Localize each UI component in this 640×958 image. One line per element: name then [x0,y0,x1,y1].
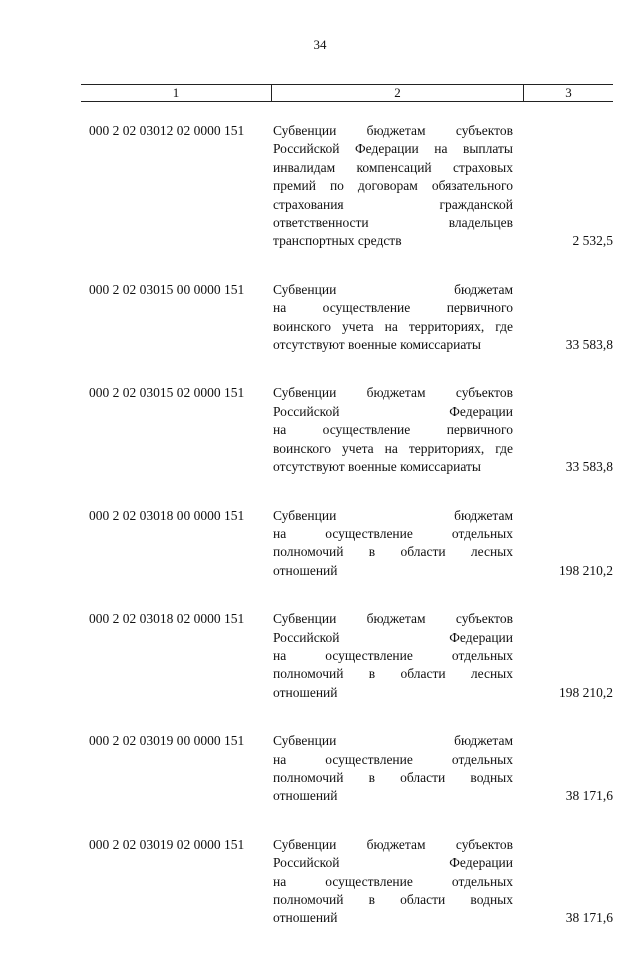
description-line: на осуществление первичного [273,422,513,438]
budget-code: 000 2 02 03012 02 0000 151 [89,123,245,138]
budget-code: 000 2 02 03015 02 0000 151 [89,385,245,401]
description [273,281,513,355]
budget-code: 000 2 02 03018 00 0000 151 [89,507,245,523]
amount: 2 532,5 [572,233,613,249]
description [273,732,513,806]
description-line: транспортных средств [273,233,402,249]
description-line: отношений [273,788,338,804]
header-col-1: 1 [81,85,272,101]
amount: 198 210,2 [559,562,613,578]
amount: 198 210,2 [559,684,613,700]
description-line: Субвенции бюджетам [273,507,513,523]
description-line: Российской Федерации [273,629,513,645]
table-row [89,610,613,702]
description [273,384,513,476]
description-line: отсутствуют военные комиссариаты [273,337,481,353]
description-line: на осуществление отдельных [273,751,513,767]
budget-code: 000 2 02 03019 00 0000 151 [89,733,245,749]
description-line: Субвенции бюджетам субъектов [273,836,513,852]
table-row [89,507,613,581]
budget-code: 000 2 02 03019 02 0000 151 [89,836,245,852]
table-row [89,384,613,476]
description-line: Субвенции бюджетам [273,281,513,297]
table-row [89,122,613,251]
description-line: отсутствуют военные комиссариаты [273,459,481,475]
description-line: полномочий в области водных [273,892,513,907]
description-line: премий по договорам обязательного [273,178,513,194]
table-header [81,84,613,102]
description-line: полномочий в области лесных [273,666,513,682]
description-line: воинского учета на территориях, где [273,440,513,456]
description-line: полномочий в области водных [273,769,513,785]
amount: 33 583,8 [565,337,613,353]
description-line: на осуществление отдельных [273,873,513,889]
description-line: отношений [273,684,338,700]
table-row [89,836,613,928]
table-row [89,281,613,355]
description-line: Субвенции бюджетам субъектов [273,123,513,138]
description [273,122,513,251]
description-line: на осуществление отдельных [273,647,513,663]
description [273,507,513,581]
budget-code: 000 2 02 03015 00 0000 151 [89,281,245,297]
description-line: воинского учета на территориях, где [273,318,513,334]
description-line: инвалидам компенсаций страховых [273,159,513,175]
description-line: Российской Федерации [273,403,513,419]
table-row [89,732,613,806]
description [273,610,513,702]
amount: 33 583,8 [565,459,613,475]
description-line: полномочий в области лесных [273,544,513,560]
description-line: на осуществление первичного [273,300,513,316]
description-line: страхования гражданской [273,196,513,212]
description-line: отношений [273,910,338,926]
description-line: на осуществление отдельных [273,525,513,541]
page-number: 34 [313,37,327,52]
amount: 38 171,6 [565,788,613,804]
header-col-3: 3 [565,85,572,100]
budget-code: 000 2 02 03018 02 0000 151 [89,611,245,627]
description-line: Субвенции бюджетам субъектов [273,385,513,401]
description [273,836,513,928]
description-line: Российской Федерации на выплаты [273,141,513,157]
description-line: Российской Федерации [273,855,513,871]
description-line: Субвенции бюджетам [273,733,513,749]
description-line: ответственности владельцев [273,215,513,231]
table-body [89,122,613,958]
description-line: отношений [273,562,338,578]
description-line: Субвенции бюджетам субъектов [273,611,513,627]
header-col-2: 2 [272,85,524,101]
amount: 38 171,6 [565,910,613,926]
